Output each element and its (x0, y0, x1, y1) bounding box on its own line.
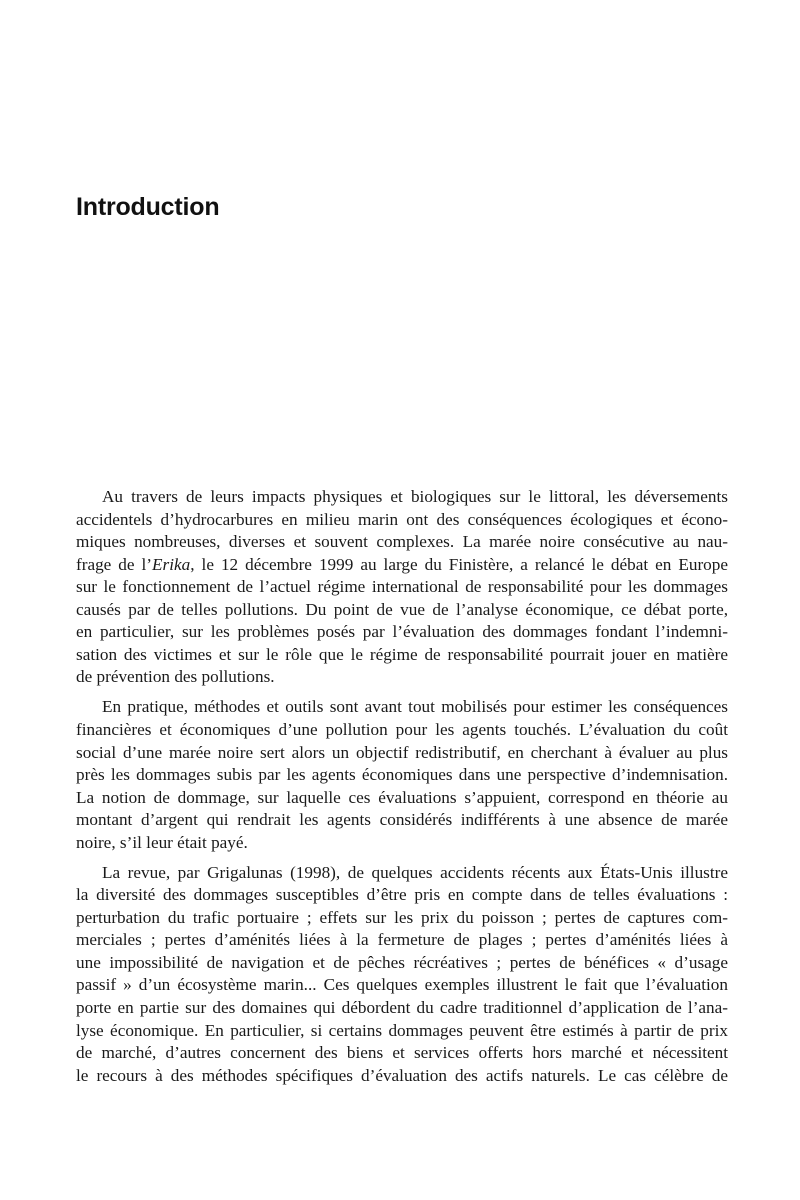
text-line: merciales ; pertes d’aménités liées à la fermeture de plages ; pertes d’aménités liées à (76, 930, 728, 950)
text-line: passif » d’un écosystème marin... Ces quelques exemples illustrent le fait que l’évaluation (76, 975, 728, 995)
text-line: sation des victimes et sur le rôle que le régime de responsabilité pourrait jouer en matière (76, 644, 728, 664)
text-line (76, 554, 728, 577)
text-line: le recours à des méthodes spécifiques d’évaluation des actifs naturels. Le cas célèbre de (76, 1065, 728, 1085)
text-line: de prévention des pollutions. (76, 667, 275, 687)
text-line: financières et économiques d’une pollution pour les agents touchés. L’évaluation du coût (76, 719, 728, 739)
text-line: la diversité des dommages susceptibles d’être pris en compte dans de telles évaluations : (76, 885, 728, 905)
text-line: social d’une marée noire sert alors un objectif redistributif, en cherchant à évaluer au plus (76, 742, 728, 762)
text-line: accidentels d’hydrocarbures en milieu marin ont des conséquences écologiques et écono- (76, 509, 728, 529)
text-line: Au travers de leurs impacts physiques et biologiques sur le littoral, les déversements (102, 487, 728, 506)
body-text (76, 486, 728, 1095)
ship-name-italic: Erika (152, 554, 191, 574)
paragraph-3 (76, 862, 728, 1087)
text-line: lyse économique. En particulier, si certains dommages peuvent être estimés à partir de prix (76, 1020, 728, 1040)
text-line: perturbation du trafic portuaire ; effets sur les prix du poisson ; pertes de captures com- (76, 907, 728, 927)
text-line: sur le fonctionnement de l’actuel régime international de responsabilité pour les dommages (76, 577, 728, 597)
text-line: En pratique, méthodes et outils sont avant tout mobilisés pour estimer les conséquences (102, 697, 728, 717)
text-line: montant d’argent qui rendrait les agents considérés indifférents à une absence de marée (76, 810, 728, 830)
paragraph-2 (76, 696, 728, 854)
text-line: une impossibilité de navigation et de pêches récréatives ; pertes de bénéfices « d’usage (76, 952, 728, 972)
text-line: miques nombreuses, diverses et souvent complexes. La marée noire consécutive au nau- (76, 532, 728, 552)
text-line: noire, s’il leur était payé. (76, 832, 248, 852)
text-run: frage de l’ (76, 554, 153, 574)
text-run: , le 12 décembre 1999 au large du Finistère, a relancé le débat en Europe (190, 554, 728, 574)
chapter-heading: Introduction (76, 193, 220, 221)
text-line: de marché, d’autres concernent des biens et services offerts hors marché et nécessitent (76, 1043, 728, 1063)
text-line: causés par de telles pollutions. Du point de vue de l’analyse économique, ce débat porte, (76, 599, 728, 619)
text-line: en particulier, sur les problèmes posés par l’évaluation des dommages fondant l’indemni- (76, 622, 728, 642)
text-line: La notion de dommage, sur laquelle ces évaluations s’appuient, correspond en théorie au (76, 787, 728, 807)
paragraph-1 (76, 486, 728, 689)
text-line: porte en partie sur des domaines qui débordent du cadre traditionnel d’application de l’ana- (76, 998, 728, 1018)
text-line: La revue, par Grigalunas (1998), de quelques accidents récents aux États-Unis illustre (102, 862, 728, 882)
text-line: près les dommages subis par les agents économiques dans une perspective d’indemnisation. (76, 765, 728, 785)
